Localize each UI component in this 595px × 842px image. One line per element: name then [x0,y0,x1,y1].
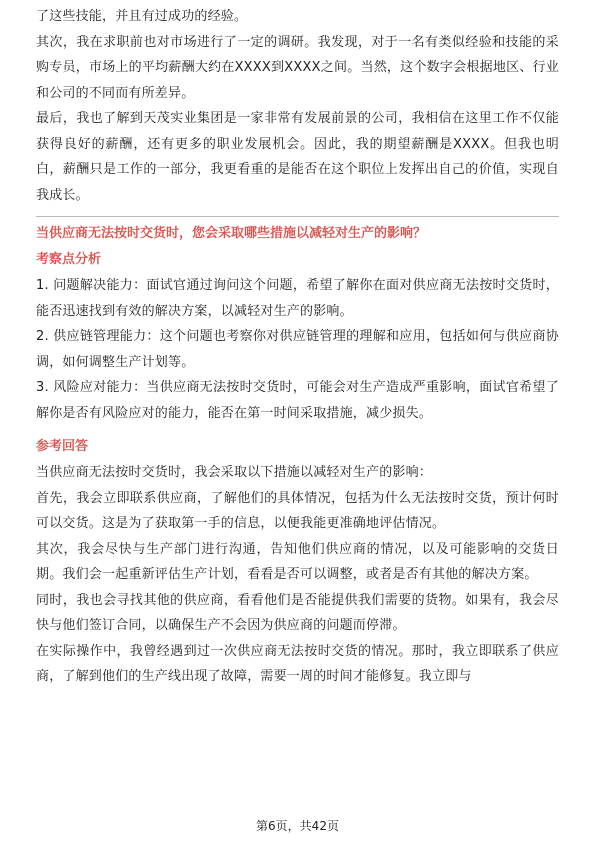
spacer [36,426,559,434]
interview-question: 当供应商无法按时交货时，您会采取哪些措施以减轻对生产的影响？ [36,226,427,241]
answer-title: 参考回答 [36,439,89,454]
section-divider [36,216,559,217]
analysis-item: 2. 供应链管理能力：这个问题也考察你对供应链管理的理解和应用，包括如何与供应商协调，如何调整生产计划等。 [36,329,559,370]
analysis-item: 3. 风险应对能力：当供应商无法按时交货时，可能会对生产造成严重影响，面试官希望了解你是否有风险应对的能力，能否在第一时间采取措施，减少损失。 [36,380,559,421]
answer-paragraph: 当供应商无法按时交货时，我会采取以下措施以减轻对生产的影响： [36,465,433,480]
answer-paragraph: 同时，我也会寻找其他的供应商，看看他们是否能提供我们需要的货物。如果有，我会尽快与他们签订合同，以确保生产不会因为供应商的问题而停滞。 [36,592,559,633]
analysis-item: 1. 问题解决能力：面试官通过询问这个问题，希望了解你在面对供应商无法按时交货时，能否迅速找到有效的解决方案，以减轻对生产的影响。 [36,278,559,319]
answer-paragraph: 首先，我会立即联系供应商，了解他们的具体情况，包括为什么无法按时交货，预计何时可以交货。这是为了获取第一手的信息，以便我能更准确地评估情况。 [36,490,559,531]
body-paragraph: 最后，我也了解到天茂实业集团是一家非常有发展前景的公司，我相信在这里工作不仅能获得良好的薪酬，还有更多的职业发展机会。因此，我的期望薪酬是XXXX。但我也明白，薪酬只是工作的一部分，我更看重的是能否在这个职位上发挥出自己的价值，实现自我成长。 [36,111,559,203]
body-paragraph: 了这些技能，并且有过成功的经验。 [36,9,248,24]
answer-paragraph: 其次，我会尽快与生产部门进行沟通，告知他们供应商的情况，以及可能影响的交货日期。我们会一起重新评估生产计划，看看是否可以调整，或者是否有其他的解决方案。 [36,541,559,582]
analysis-title: 考察点分析 [36,252,102,267]
answer-paragraph: 在实际操作中，我曾经遇到过一次供应商无法按时交货的情况。那时，我立即联系了供应商，了解到他们的生产线出现了故障，需要一周的时间才能修复。我立即与 [36,643,559,684]
body-paragraph: 其次，我在求职前也对市场进行了一定的调研。我发现，对于一名有类似经验和技能的采购专员，市场上的平均薪酬大约在XXXX到XXXX之间。当然，这个数字会根据地区、行业和公司的不同而有所差异。 [36,34,559,101]
page-content [36,4,559,690]
page-number-footer: 第6页，共42页 [256,819,339,833]
